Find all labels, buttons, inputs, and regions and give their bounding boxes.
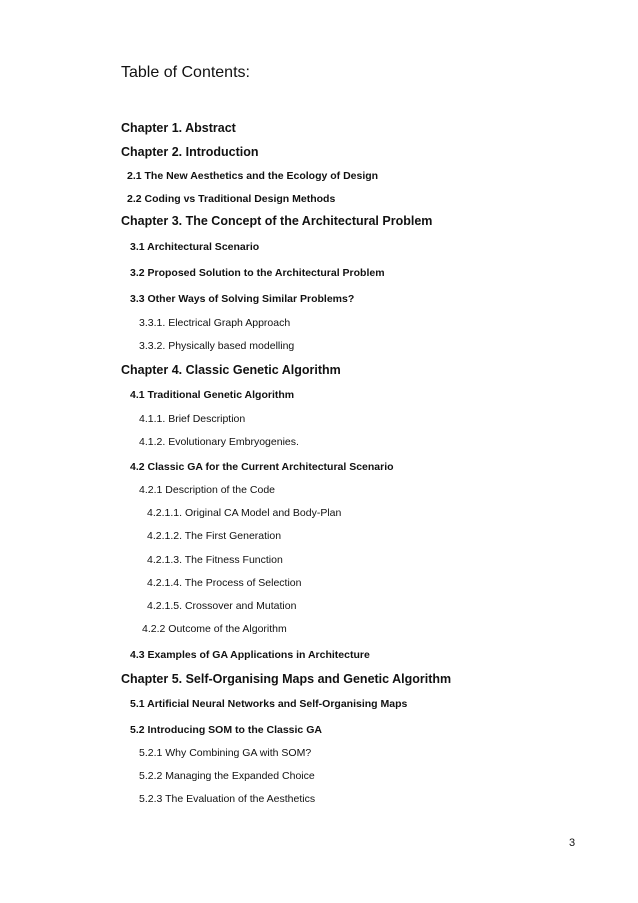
toc-entry: 5.2.1 Why Combining GA with SOM? (139, 747, 312, 759)
toc-entry: 4.1.2. Evolutionary Embryogenies. (139, 436, 299, 448)
page-number: 3 (569, 837, 576, 849)
toc-entry: 3.2 Proposed Solution to the Architectural Problem (130, 267, 385, 279)
toc-entry: 4.2.2 Outcome of the Algorithm (142, 623, 287, 635)
toc-entry: 4.2.1.2. The First Generation (147, 530, 282, 542)
toc-entry: Chapter 2. Introduction (121, 145, 259, 159)
toc-entry: 4.2.1.5. Crossover and Mutation (147, 600, 297, 612)
toc-entry: 4.2.1.1. Original CA Model and Body-Plan (147, 507, 342, 519)
toc-entry: 4.1 Traditional Genetic Algorithm (130, 389, 295, 401)
toc-entry: 5.2 Introducing SOM to the Classic GA (130, 724, 322, 736)
toc-entry: Chapter 5. Self-Organising Maps and Genetic Algorithm (121, 672, 452, 686)
toc-entry: 4.2.1 Description of the Code (139, 484, 275, 496)
toc-heading: Table of Contents: (121, 64, 250, 81)
toc-entry: 5.2.3 The Evaluation of the Aesthetics (139, 793, 316, 805)
toc-entry: 2.1 The New Aesthetics and the Ecology of Design (127, 170, 379, 182)
toc-entry: 4.3 Examples of GA Applications in Architecture (130, 649, 370, 661)
toc-entry: 5.1 Artificial Neural Networks and Self-Organising Maps (130, 698, 408, 710)
toc-entry: Chapter 4. Classic Genetic Algorithm (121, 363, 341, 377)
toc-entry: 3.1 Architectural Scenario (130, 241, 260, 253)
toc-entry: 5.2.2 Managing the Expanded Choice (139, 770, 315, 782)
toc-entry: 4.1.1. Brief Description (139, 413, 246, 425)
toc-entry: 3.3.1. Electrical Graph Approach (139, 317, 291, 329)
toc-entry: Chapter 3. The Concept of the Architectural Problem (121, 214, 433, 228)
toc-entry: 4.2 Classic GA for the Current Architectural Scenario (130, 461, 394, 473)
toc-entry: 3.3.2. Physically based modelling (139, 340, 295, 352)
toc-entry: 2.2 Coding vs Traditional Design Methods (127, 193, 336, 205)
toc-entry: 3.3 Other Ways of Solving Similar Problems? (130, 293, 355, 305)
toc-entry: Chapter 1. Abstract (121, 121, 236, 135)
toc-entry: 4.2.1.4. The Process of Selection (147, 577, 302, 589)
toc-entry: 4.2.1.3. The Fitness Function (147, 554, 283, 566)
